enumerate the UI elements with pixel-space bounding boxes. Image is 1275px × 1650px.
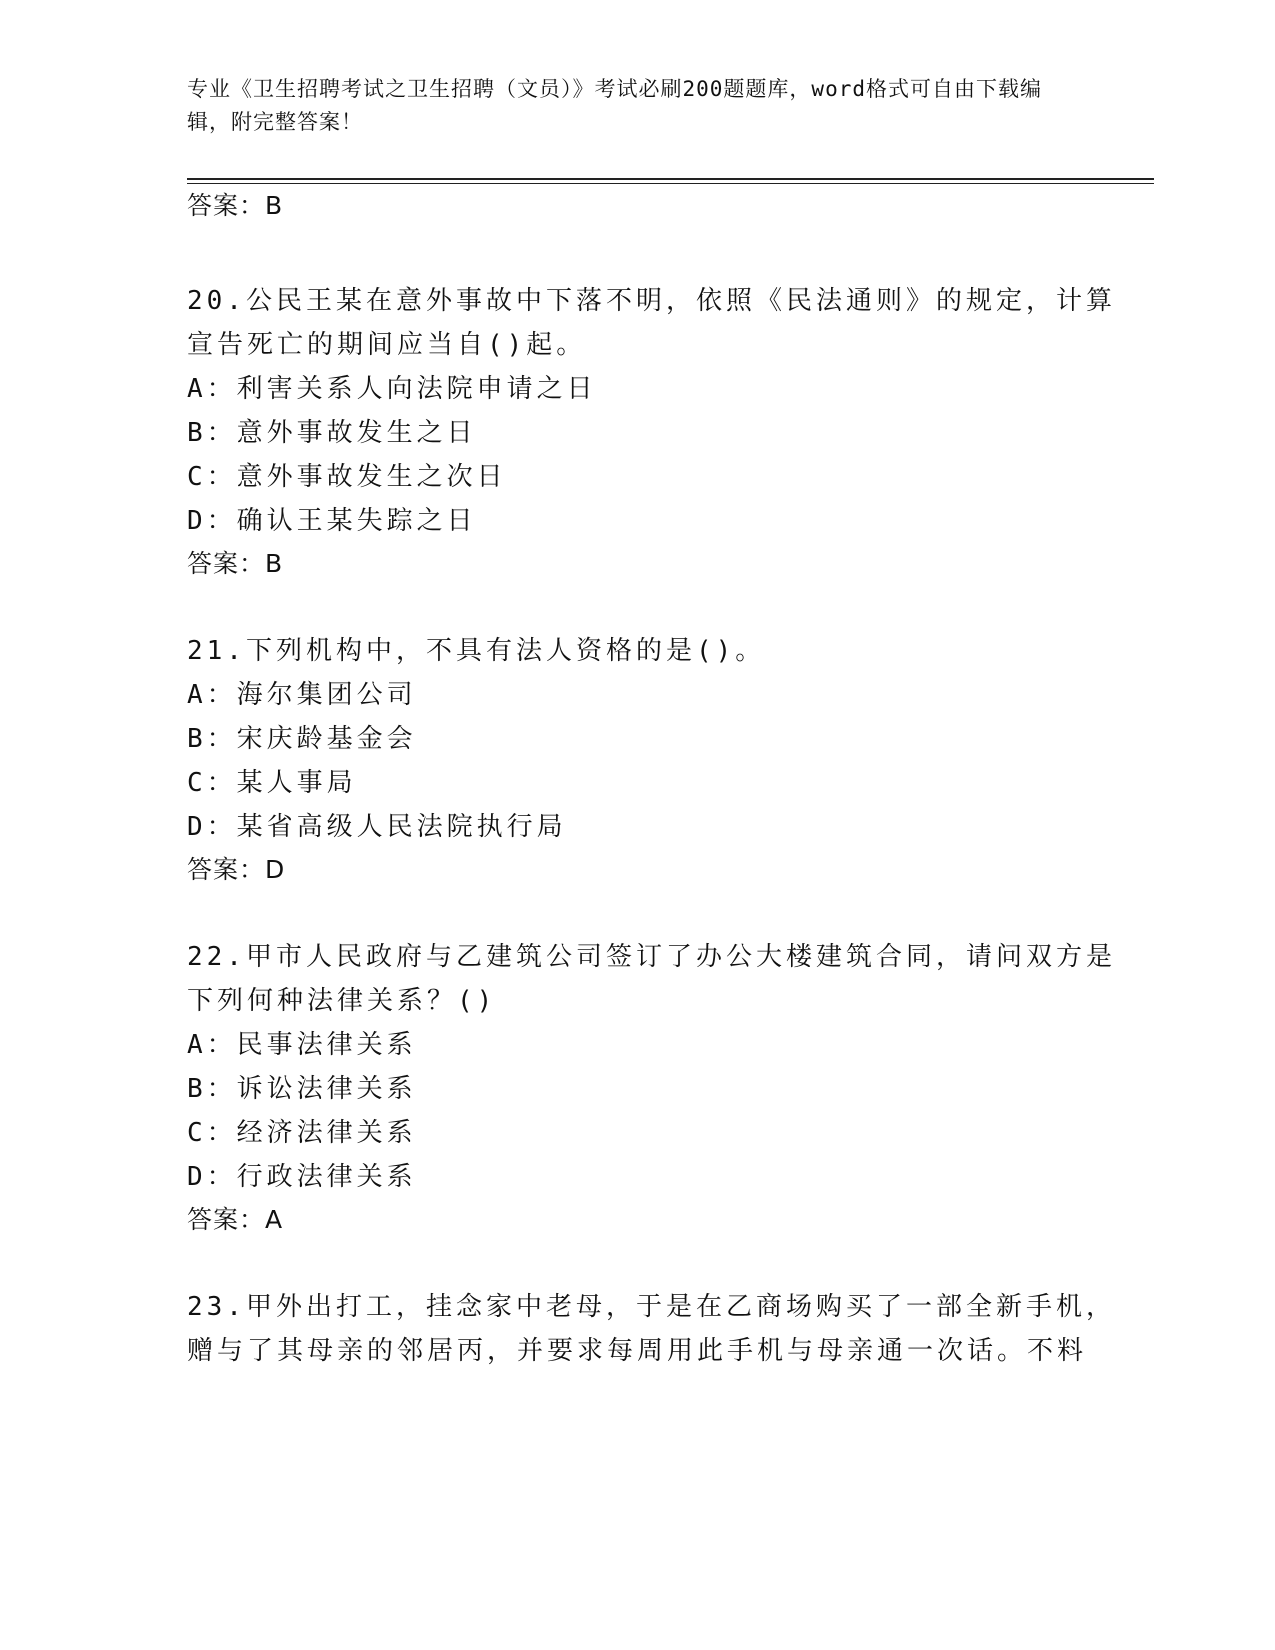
answer-label: 答案：B	[187, 191, 284, 220]
question-21-option-d: D：某省高级人民法院执行局	[187, 812, 567, 842]
question-20-option-d: D：确认王某失踪之日	[187, 506, 477, 536]
question-20-option-c: C：意外事故发生之次日	[187, 462, 507, 492]
question-21-option-c: C：某人事局	[187, 768, 357, 798]
question-23-text: 赠与了其母亲的邻居丙，并要求每周用此手机与母亲通一次话。不料	[187, 1336, 1088, 1366]
question-20-text: 20.公民王某在意外事故中下落不明，依照《民法通则》的规定，计算	[187, 286, 1116, 316]
question-20-option-b: B：意外事故发生之日	[187, 418, 477, 448]
question-22-text: 下列何种法律关系？()	[187, 986, 497, 1016]
question-22-answer: 答案：A	[187, 1205, 284, 1234]
question-20-text: 宣告死亡的期间应当自()起。	[187, 330, 587, 360]
question-20-answer: 答案：B	[187, 549, 284, 578]
header-divider-thin	[187, 183, 1154, 184]
question-20-option-a: A：利害关系人向法院申请之日	[187, 374, 597, 404]
question-21-option-a: A：海尔集团公司	[187, 680, 417, 710]
question-21-text: 21.下列机构中，不具有法人资格的是()。	[187, 636, 766, 666]
document-header: 专业《卫生招聘考试之卫生招聘（文员）》考试必刷200题题库，word格式可自由下载编辑，附完整答案！	[187, 77, 1042, 134]
question-22-option-c: C：经济法律关系	[187, 1118, 417, 1148]
question-21-answer: 答案：D	[187, 855, 286, 884]
question-22-option-d: D：行政法律关系	[187, 1162, 417, 1192]
question-21-option-b: B：宋庆龄基金会	[187, 724, 417, 754]
question-22-option-a: A：民事法律关系	[187, 1030, 417, 1060]
question-23-text: 23.甲外出打工，挂念家中老母，于是在乙商场购买了一部全新手机，	[187, 1292, 1116, 1322]
question-22-option-b: B：诉讼法律关系	[187, 1074, 417, 1104]
header-divider	[187, 178, 1154, 180]
question-22-text: 22.甲市人民政府与乙建筑公司签订了办公大楼建筑合同，请问双方是	[187, 942, 1116, 972]
